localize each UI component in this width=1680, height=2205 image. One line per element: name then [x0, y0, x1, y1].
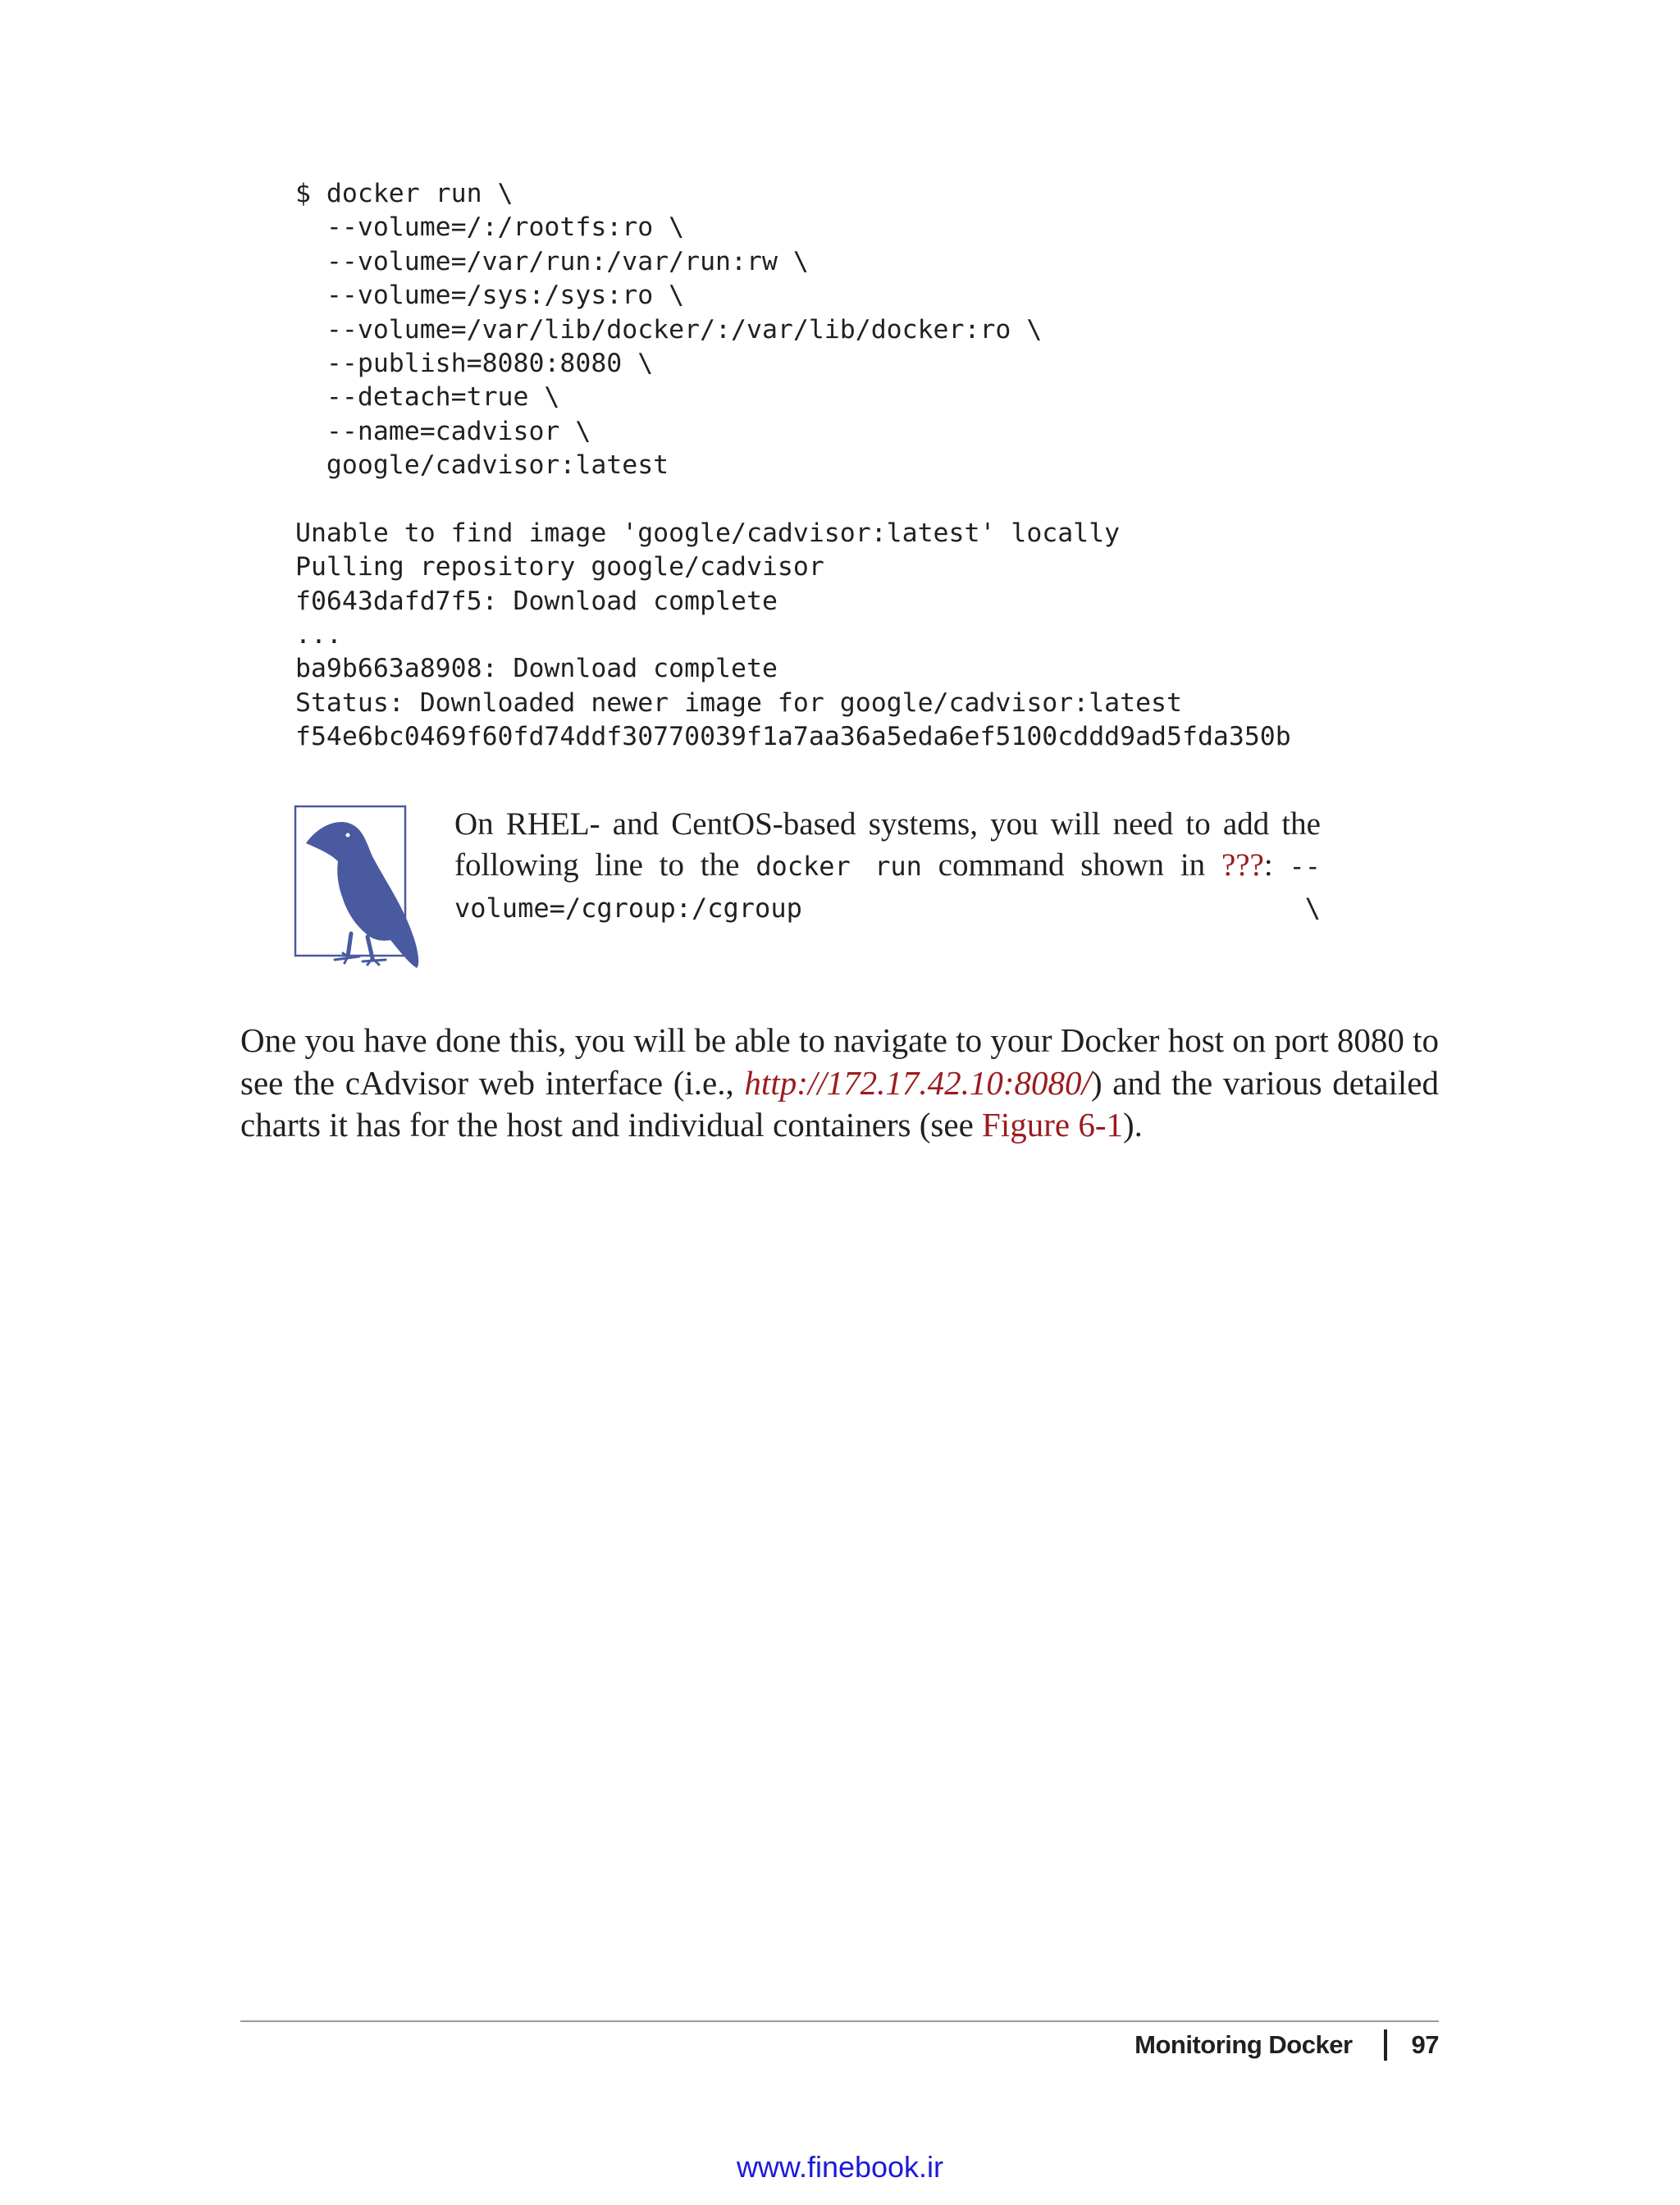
note-code-command: docker run: [756, 851, 922, 882]
code-line: [295, 483, 1291, 517]
code-line: --volume=/:/rootfs:ro \: [295, 212, 685, 243]
code-line: --detach=true \: [295, 382, 560, 413]
code-line: $ docker run \: [295, 179, 514, 208]
note-code-flag-start: --: [1289, 851, 1322, 882]
watermark-link[interactable]: www.finebook.ir: [736, 2150, 944, 2184]
body-paragraph: [240, 1020, 1439, 1147]
footer-separator: [1384, 2029, 1387, 2061]
code-line: Status: Downloaded newer image for google/cadvisor:latest: [295, 687, 1182, 718]
paragraph-text-before: One you have done this, you will be able to navigate to your Docker host on port 8080 to see the cAdvisor web interface (i.e.,: [240, 1021, 1439, 1102]
cadvisor-url-link[interactable]: http://172.17.42.10:8080/: [744, 1063, 1091, 1102]
note-text: [454, 804, 1321, 929]
page-number: 97: [1411, 2030, 1439, 2059]
paragraph-text-middle: ) and the various detailed charts it has for the host and individual containers (see: [240, 1063, 1439, 1144]
code-line: --volume=/sys:/sys:ro \: [295, 281, 685, 311]
crow-note-icon: [294, 804, 425, 976]
paragraph-text-after: ).: [1122, 1106, 1143, 1144]
note-callout: [294, 804, 1321, 976]
code-line: ba9b663a8908: Download complete: [295, 654, 778, 684]
note-code-flag-rest: volume=/cgroup:/cgroup \: [454, 892, 1321, 924]
note-xref-link[interactable]: ???: [1221, 847, 1264, 883]
code-line: --volume=/var/lib/docker/:/var/lib/docker:ro \: [295, 314, 1043, 345]
code-line: ...: [295, 620, 342, 651]
code-line: --name=cadvisor \: [295, 416, 591, 446]
note-text-colon: :: [1263, 847, 1290, 883]
code-line: --volume=/var/run:/var/run:rw \: [295, 246, 809, 276]
code-line: f0643dafd7f5: Download complete: [295, 586, 778, 616]
code-line: google/cadvisor:latest: [295, 450, 669, 481]
footer-section-title: Monitoring Docker: [1134, 2030, 1353, 2059]
code-line: --publish=8080:8080 \: [295, 348, 654, 378]
page-footer: [1134, 2029, 1439, 2061]
footer-divider: [240, 2020, 1439, 2022]
code-line: f54e6bc0469f60fd74ddf30770039f1a7aa36a5eda6ef5100cddd9ad5fda350b: [295, 722, 1291, 752]
code-line: Unable to find image 'google/cadvisor:latest' locally: [295, 518, 1121, 548]
code-listing: [295, 177, 1291, 755]
note-text-before: On RHEL- and CentOS-based systems, you will need to add the following line to the: [454, 806, 1321, 883]
figure-reference-link[interactable]: Figure 6-1: [982, 1106, 1123, 1144]
code-line: Pulling repository google/cadvisor: [295, 552, 824, 582]
note-text-middle: command shown in: [921, 847, 1221, 883]
